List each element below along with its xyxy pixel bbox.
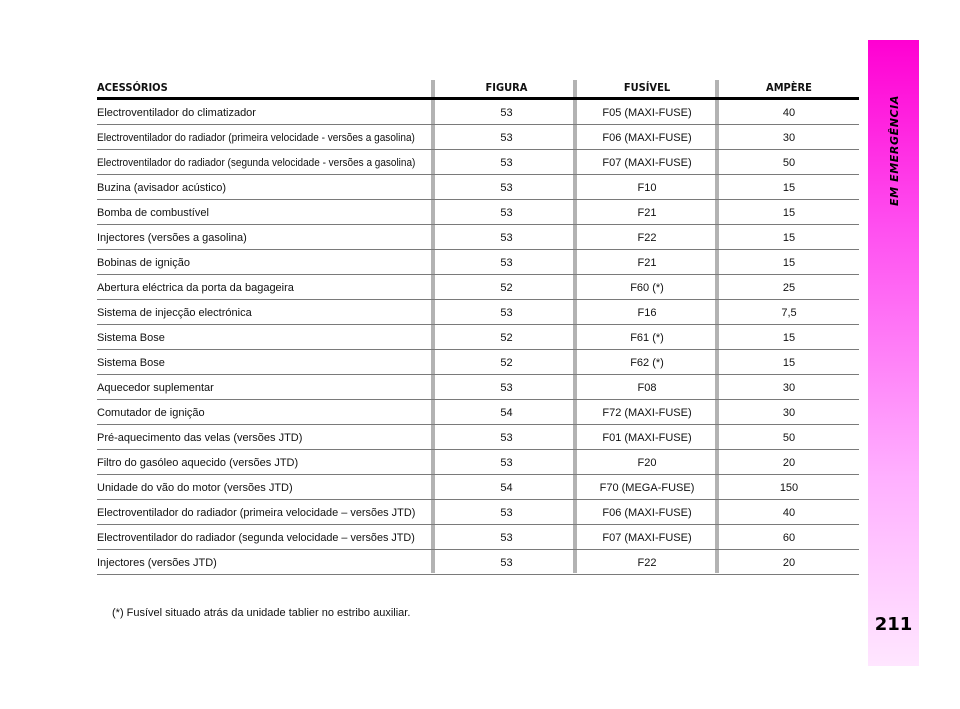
table-row	[97, 100, 859, 125]
table-row	[97, 200, 859, 225]
figure-cell: 53	[500, 207, 513, 219]
figure-cell: 52	[500, 357, 513, 369]
ampere-cell: 150	[779, 482, 799, 494]
ampere-cell: 20	[782, 457, 796, 469]
fuse-table	[97, 78, 859, 575]
accessory-cell: Sistema Bose	[97, 332, 165, 344]
table-header	[97, 78, 859, 100]
fuse-cell: F06 (MAXI-FUSE)	[602, 132, 692, 144]
ampere-cell: 40	[782, 507, 796, 519]
fuse-cell: F20	[637, 457, 657, 469]
ampere-cell: 15	[782, 182, 796, 194]
table-row	[97, 375, 859, 400]
ampere-cell: 50	[782, 157, 796, 169]
fuse-cell: F70 (MEGA-FUSE)	[599, 482, 695, 494]
table-row	[97, 425, 859, 450]
accessory-cell: Comutador de ignição	[97, 407, 205, 419]
page-number: 211	[874, 614, 913, 635]
table-row	[97, 225, 859, 250]
table-row	[97, 400, 859, 425]
table-row	[97, 475, 859, 500]
accessory-cell: Sistema de injecção electrónica	[97, 307, 252, 319]
ampere-cell: 20	[782, 557, 796, 569]
ampere-cell: 15	[782, 357, 796, 369]
accessory-cell: Injectores (versões a gasolina)	[97, 232, 247, 244]
accessory-cell: Electroventilador do radiador (primeira velocidade - versões a gasolina)	[97, 132, 415, 144]
accessory-cell: Abertura eléctrica da porta da bagageira	[97, 282, 294, 294]
accessory-cell: Buzina (avisador acústico)	[97, 182, 227, 194]
figure-cell: 53	[500, 382, 513, 394]
header-fuse: FUSÍVEL	[623, 81, 671, 94]
ampere-cell: 30	[782, 382, 796, 394]
fuse-cell: F01 (MAXI-FUSE)	[602, 432, 692, 444]
fuse-cell: F06 (MAXI-FUSE)	[602, 507, 692, 519]
fuse-cell: F16	[637, 307, 657, 319]
header-accessories: ACESSÓRIOS	[97, 81, 168, 94]
fuse-cell: F21	[637, 257, 657, 269]
figure-cell: 53	[500, 232, 513, 244]
table-row	[97, 125, 859, 150]
accessory-cell: Electroventilador do radiador (segunda velocidade - versões a gasolina)	[97, 157, 416, 169]
fuse-cell: F07 (MAXI-FUSE)	[602, 532, 692, 544]
table-row	[97, 325, 859, 350]
ampere-cell: 15	[782, 257, 796, 269]
fuse-cell: F05 (MAXI-FUSE)	[602, 107, 692, 119]
figure-cell: 53	[500, 107, 513, 119]
ampere-cell: 50	[782, 432, 796, 444]
figure-cell: 54	[500, 482, 513, 494]
table-row	[97, 500, 859, 525]
table-row	[97, 525, 859, 550]
section-title-text: EM EMERGÊNCIA	[887, 94, 901, 206]
figure-cell: 52	[500, 332, 513, 344]
table-row	[97, 150, 859, 175]
ampere-cell: 40	[782, 107, 796, 119]
accessory-cell: Electroventilador do climatizador	[97, 107, 256, 119]
figure-cell: 53	[500, 557, 513, 569]
accessory-cell: Electroventilador do radiador (segunda velocidade – versões JTD)	[97, 532, 415, 544]
accessory-cell: Filtro do gasóleo aquecido (versões JTD)	[97, 457, 299, 469]
figure-cell: 53	[500, 532, 513, 544]
ampere-cell: 30	[782, 407, 796, 419]
figure-cell: 53	[500, 432, 513, 444]
fuse-cell: F72 (MAXI-FUSE)	[602, 407, 692, 419]
fuse-cell: F61 (*)	[630, 332, 664, 344]
figure-cell: 53	[500, 307, 513, 319]
fuse-cell: F22	[637, 232, 657, 244]
table-row	[97, 350, 859, 375]
figure-cell: 53	[500, 157, 513, 169]
figure-cell: 53	[500, 457, 513, 469]
figure-cell: 54	[500, 407, 513, 419]
figure-cell: 53	[500, 132, 513, 144]
table-row	[97, 275, 859, 300]
footnote: (*) Fusível situado atrás da unidade tablier no estribo auxiliar.	[112, 607, 411, 619]
figure-cell: 53	[500, 257, 513, 269]
figure-cell: 52	[500, 282, 513, 294]
fuse-cell: F08	[637, 382, 657, 394]
ampere-cell: 25	[782, 282, 796, 294]
accessory-cell: Injectores (versões JTD)	[97, 557, 217, 569]
accessory-cell: Bomba de combustível	[97, 207, 209, 219]
fuse-cell: F21	[637, 207, 657, 219]
table-row	[97, 450, 859, 475]
header-ampere: AMPÈRE	[766, 81, 812, 94]
ampere-cell: 15	[782, 232, 796, 244]
accessory-cell: Bobinas de ignição	[97, 257, 190, 269]
ampere-cell: 15	[782, 207, 796, 219]
ampere-cell: 7,5	[781, 307, 797, 319]
table-row	[97, 250, 859, 275]
section-title	[872, 75, 916, 225]
ampere-cell: 30	[782, 132, 796, 144]
accessory-cell: Electroventilador do radiador (primeira velocidade – versões JTD)	[97, 507, 416, 519]
fuse-cell: F60 (*)	[630, 282, 664, 294]
fuse-cell: F22	[637, 557, 657, 569]
fuse-cell: F10	[637, 182, 657, 194]
table-row	[97, 300, 859, 325]
accessory-cell: Unidade do vão do motor (versões JTD)	[97, 482, 293, 494]
table-row	[97, 550, 859, 575]
table-body	[97, 100, 859, 575]
fuse-cell: F07 (MAXI-FUSE)	[602, 157, 692, 169]
accessory-cell: Sistema Bose	[97, 357, 165, 369]
ampere-cell: 15	[782, 332, 796, 344]
figure-cell: 53	[500, 507, 513, 519]
accessory-cell: Pré-aquecimento das velas (versões JTD)	[97, 432, 303, 444]
header-figure: FIGURA	[485, 81, 528, 94]
accessory-cell: Aquecedor suplementar	[97, 382, 214, 394]
ampere-cell: 60	[782, 532, 796, 544]
fuse-cell: F62 (*)	[630, 357, 664, 369]
table-row	[97, 175, 859, 200]
figure-cell: 53	[500, 182, 513, 194]
